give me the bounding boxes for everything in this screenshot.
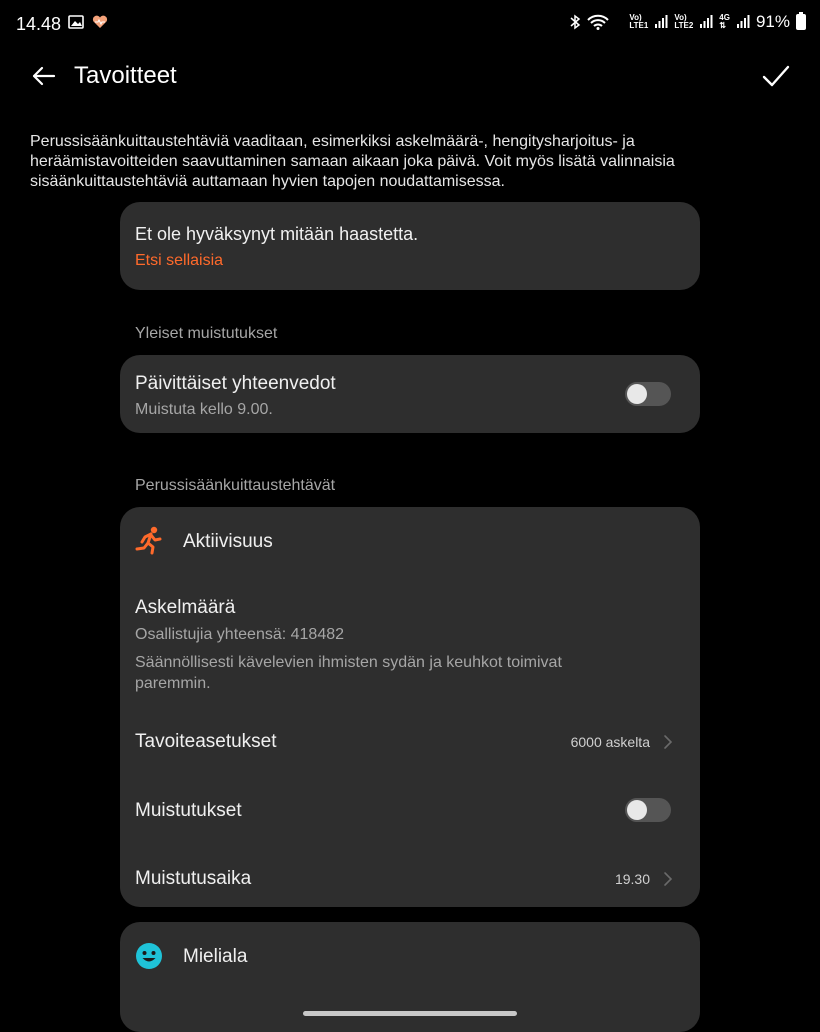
steps-title: Askelmäärä xyxy=(135,597,236,618)
general-reminders-label: Yleiset muistutukset xyxy=(135,325,278,342)
intro-description: Perussisäänkuittaustehtäviä vaaditaan, esimerkiksi askelmäärä-, hengitysharjoitus- ja heräämistavoitteiden saavuttaminen samaan aikaan joka päivä. Voit myös lisätä valinnaisia sisäänkuittaustehtäviä auttamaan hyvien tapojen noudattamisessa. xyxy=(30,133,675,190)
signal-icon xyxy=(654,15,668,29)
chevron-right-icon xyxy=(662,733,674,751)
app-bar xyxy=(0,48,820,104)
daily-summary-subtitle: Muistuta kello 9.00. xyxy=(135,401,273,418)
wifi-icon xyxy=(587,14,609,30)
gallery-icon xyxy=(68,15,84,29)
mood-title: Mieliala xyxy=(183,946,248,967)
reminder-time-row[interactable] xyxy=(120,858,700,898)
battery-icon xyxy=(796,14,806,30)
network-type-label: 4G xyxy=(719,13,730,22)
reminder-time-label: Muistutusaika xyxy=(135,868,252,889)
goal-settings-row[interactable] xyxy=(120,721,700,761)
sim1-lte-label: LTE1 xyxy=(629,21,649,30)
find-challenges-link[interactable]: Etsi sellaisia xyxy=(135,252,224,269)
steps-description: Säännöllisesti kävelevien ihmisten sydän ja keuhkot toimivat paremmin. xyxy=(135,654,562,692)
back-arrow-icon[interactable] xyxy=(28,60,60,92)
chevron-right-icon xyxy=(662,870,674,888)
signal-icon xyxy=(699,15,713,29)
smiley-icon xyxy=(135,942,163,970)
bluetooth-icon xyxy=(569,14,581,30)
daily-summary-title: Päivittäiset yhteenvedot xyxy=(135,373,336,394)
status-time: 14.48 xyxy=(16,14,62,34)
activity-title: Aktiivisuus xyxy=(183,531,273,552)
home-indicator[interactable] xyxy=(303,1011,517,1016)
daily-summary-toggle[interactable] xyxy=(625,382,671,406)
page-title: Tavoitteet xyxy=(74,62,177,89)
daily-summary-card xyxy=(120,355,700,433)
basic-tasks-label: Perussisäänkuittaustehtävät xyxy=(135,477,336,494)
goal-settings-label: Tavoiteasetukset xyxy=(135,731,277,752)
checkmark-icon[interactable] xyxy=(760,60,792,92)
signal-icon xyxy=(736,15,750,29)
activity-card xyxy=(120,507,700,907)
health-heart-icon xyxy=(92,15,108,29)
no-challenge-text: Et ole hyväksynyt mitään haastetta. xyxy=(135,224,419,244)
challenge-card xyxy=(120,202,700,290)
toggle-knob xyxy=(627,384,647,404)
steps-participants: Osallistujia yhteensä: 418482 xyxy=(135,626,345,643)
goal-settings-value: 6000 askelta xyxy=(570,734,650,750)
reminders-toggle[interactable] xyxy=(625,798,671,822)
toggle-knob xyxy=(627,800,647,820)
sim1-voice-label: Vo) xyxy=(629,13,642,22)
battery-percentage: 91% xyxy=(755,12,790,31)
running-icon xyxy=(134,525,164,555)
reminder-time-value: 19.30 xyxy=(614,871,650,887)
sim2-lte-label: LTE2 xyxy=(674,21,694,30)
reminders-row xyxy=(120,790,700,830)
status-bar: 14.48 Vo) LTE1 Vo) LTE2 4G ⇅ 91% xyxy=(0,0,820,48)
reminders-label: Muistutukset xyxy=(135,800,242,821)
sim2-voice-label: Vo) xyxy=(674,13,687,22)
